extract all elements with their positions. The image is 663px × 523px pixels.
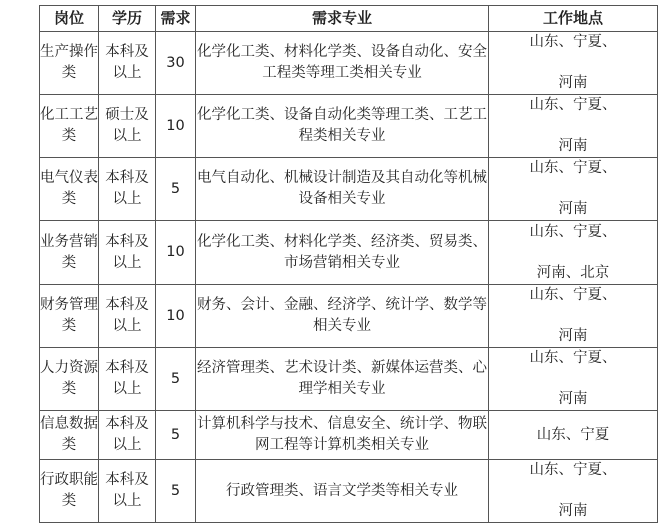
education-cell: 本科及以上 <box>99 285 156 348</box>
demand-cell: 10 <box>156 285 196 348</box>
location-line: 山东、宁夏、 <box>529 34 617 50</box>
major-cell: 电气自动化、机械设计制造及其自动化等机械设备相关专业 <box>196 158 489 221</box>
table-row <box>40 348 658 411</box>
demand-cell: 10 <box>156 221 196 285</box>
table-row <box>40 158 658 221</box>
location-line: 河南 <box>558 503 588 519</box>
major-cell: 化学化工类、材料化学类、设备自动化、安全工程类等理工类相关专业 <box>196 32 489 95</box>
location-line: 山东、宁夏、 <box>529 287 617 303</box>
location-line: 河南 <box>558 75 588 91</box>
demand-cell: 5 <box>156 460 196 523</box>
location-line: 山东、宁夏、 <box>529 160 617 176</box>
location-line: 河南 <box>558 201 588 217</box>
location-cell <box>489 460 658 523</box>
position-cell: 信息数据类 <box>40 411 99 460</box>
header-major: 需求专业 <box>196 6 489 32</box>
table-row <box>40 221 658 285</box>
position-cell: 财务管理类 <box>40 285 99 348</box>
table-row <box>40 460 658 523</box>
demand-cell: 5 <box>156 348 196 411</box>
position-cell: 业务营销类 <box>40 221 99 285</box>
location-cell <box>489 411 658 460</box>
major-cell: 化学化工类、材料化学类、经济类、贸易类、市场营销相关专业 <box>196 221 489 285</box>
header-education: 学历 <box>99 6 156 32</box>
major-cell: 化学化工类、设备自动化类等理工类、工艺工程类相关专业 <box>196 95 489 158</box>
education-cell: 本科及以上 <box>99 32 156 95</box>
location-line: 山东、宁夏 <box>536 426 610 443</box>
major-cell: 财务、会计、金融、经济学、统计学、数学等相关专业 <box>196 285 489 348</box>
position-cell: 生产操作类 <box>40 32 99 95</box>
table-row <box>40 285 658 348</box>
position-cell: 电气仪表类 <box>40 158 99 221</box>
header-position: 岗位 <box>40 6 99 32</box>
location-cell <box>489 348 658 411</box>
location-line: 河南 <box>558 138 588 154</box>
table-row <box>40 32 658 95</box>
header-row <box>40 6 658 32</box>
location-cell <box>489 32 658 95</box>
major-cell: 行政管理类、语言文学类等相关专业 <box>196 460 489 523</box>
location-cell <box>489 221 658 285</box>
major-cell: 计算机科学与技术、信息安全、统计学、物联网工程等计算机类相关专业 <box>196 411 489 460</box>
location-line: 河南、北京 <box>536 264 610 281</box>
location-line: 河南 <box>558 391 588 407</box>
demand-cell: 30 <box>156 32 196 95</box>
demand-cell: 10 <box>156 95 196 158</box>
table-row <box>40 95 658 158</box>
location-cell <box>489 95 658 158</box>
position-cell: 人力资源类 <box>40 348 99 411</box>
position-cell: 化工工艺类 <box>40 95 99 158</box>
location-cell <box>489 158 658 221</box>
demand-cell: 5 <box>156 411 196 460</box>
education-cell: 本科及以上 <box>99 460 156 523</box>
header-demand: 需求 <box>156 6 196 32</box>
location-line: 山东、宁夏、 <box>529 350 617 366</box>
education-cell: 本科及以上 <box>99 158 156 221</box>
location-line: 山东、宁夏、 <box>529 223 617 240</box>
location-cell <box>489 285 658 348</box>
education-cell: 本科及以上 <box>99 348 156 411</box>
education-cell: 本科及以上 <box>99 411 156 460</box>
education-cell: 硕士及以上 <box>99 95 156 158</box>
header-location: 工作地点 <box>489 6 658 32</box>
major-cell: 经济管理类、艺术设计类、新媒体运营类、心理学相关专业 <box>196 348 489 411</box>
demand-cell: 5 <box>156 158 196 221</box>
education-cell: 本科及以上 <box>99 221 156 285</box>
position-cell: 行政职能类 <box>40 460 99 523</box>
location-line: 河南 <box>558 328 588 344</box>
table-row <box>40 411 658 460</box>
location-line: 山东、宁夏、 <box>529 97 617 113</box>
recruitment-table <box>39 5 658 523</box>
location-line: 山东、宁夏、 <box>529 462 617 478</box>
